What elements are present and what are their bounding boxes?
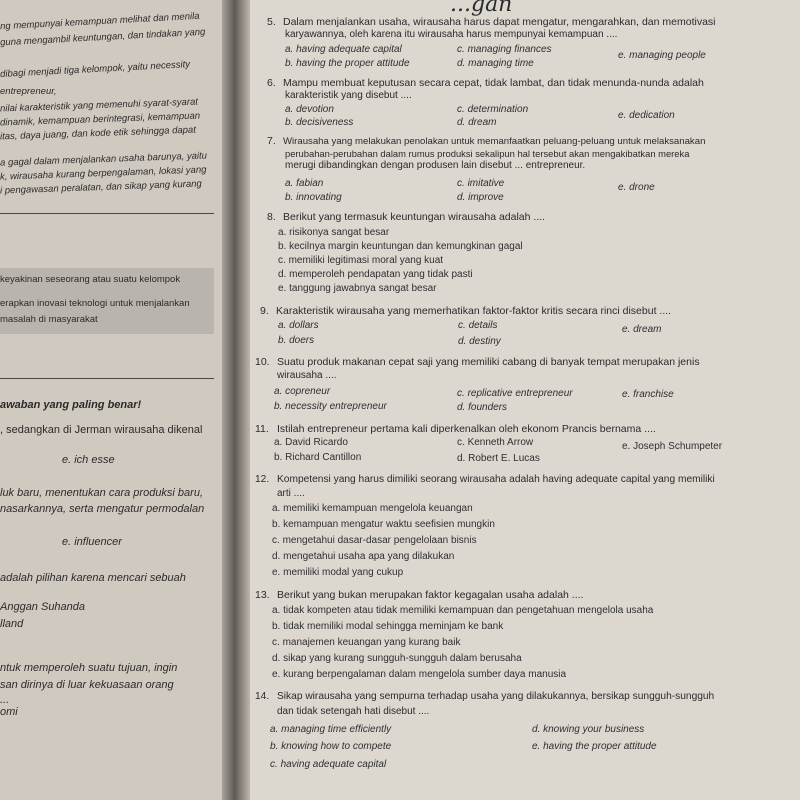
option: d. founders <box>457 402 508 413</box>
option: d. dream <box>457 117 497 128</box>
question-text: dan tidak setengah hati disebut .... <box>277 706 430 717</box>
option: b. having the proper attitude <box>285 58 410 69</box>
option: d. destiny <box>458 336 501 347</box>
option: b. kecilnya margin keuntungan dan kemungkinan gagal <box>278 241 523 252</box>
option: c. manajemen keuangan yang kurang baik <box>272 637 461 648</box>
question-12: 12. Kompetensi yang harus dimiliki seorang wirausaha adalah having adequate capital yang memiliki <box>255 474 715 485</box>
option: a. tidak kompeten atau tidak memiliki kemampuan dan pengetahuan mengelola usaha <box>272 605 654 616</box>
option: b. necessity entrepreneur <box>274 401 387 412</box>
left-option: e. influencer <box>62 536 122 548</box>
option: a. memiliki kemampuan mengelola keuangan <box>272 503 473 514</box>
option: c. having adequate capital <box>270 759 387 770</box>
question-14: 14. Sikap wirausaha yang sempurna terhadap usaha yang dilakukannya, bersikap sungguh-sungguh <box>255 691 715 702</box>
left-text-line: omi <box>0 706 18 718</box>
right-page <box>250 0 800 800</box>
option: b. kemampuan mengatur waktu seefisien mungkin <box>272 519 495 530</box>
question-text: arti .... <box>277 488 305 499</box>
option: e. Joseph Schumpeter <box>622 441 723 452</box>
option: c. Kenneth Arrow <box>457 437 534 448</box>
question-13: 13. Berikut yang bukan merupakan faktor kegagalan usaha adalah .... <box>255 589 584 601</box>
left-text-line: dibagi menjadi tiga kelompok, yaitu necessity <box>0 59 191 80</box>
option: a. fabian <box>285 178 324 189</box>
option: b. knowing how to compete <box>270 741 392 752</box>
left-text-line: Anggan Suhanda <box>0 601 86 613</box>
option: e. dedication <box>618 110 675 121</box>
question-text: karakteristik yang disebut .... <box>285 90 412 101</box>
option: c. replicative entrepreneur <box>457 388 573 399</box>
option: d. knowing your business <box>532 724 645 735</box>
left-text-line: , sedangkan di Jerman wirausaha dikenal <box>0 424 203 436</box>
option: b. innovating <box>285 192 342 203</box>
left-text-line: itas, daya juang, dan kode etik sehingga dapat <box>0 124 197 143</box>
left-text-line: ntuk memperoleh suatu tujuan, ingin <box>0 662 178 674</box>
option: d. sikap yang kurang sungguh-sungguh dalam berusaha <box>272 653 522 664</box>
option: e. having the proper attitude <box>532 741 657 752</box>
option: e. memiliki modal yang cukup <box>272 567 404 578</box>
left-text-line: keyakinan seseorang atau suatu kelompok <box>0 274 181 285</box>
left-text-line: dinamik, kemampuan berintegrasi, kemampuan <box>0 110 201 129</box>
option: e. tanggung jawabnya sangat besar <box>278 283 437 294</box>
left-text-line: nasarkannya, serta mengatur permodalan <box>0 503 205 515</box>
left-text-line: lland <box>0 618 24 630</box>
question-10: 10. Suatu produk makanan cepat saji yang memiliki cabang di banyak tempat merupakan jenis <box>255 356 700 368</box>
question-6: 6. Mampu membuat keputusan secara cepat, tidak lambat, dan tidak menunda-nunda adalah <box>267 77 704 89</box>
left-text-line: ng mempunyai kemampuan melihat dan menila <box>0 10 200 33</box>
left-text-line: ... <box>0 694 10 706</box>
left-text-line: i pengawasan peralatan, dan sikap yang kurang <box>0 178 202 197</box>
question-text: merugi dibandingkan dengan produsen lain disebut ... entrepreneur. <box>285 160 586 171</box>
left-page <box>0 0 222 800</box>
option: d. memperoleh pendapatan yang tidak pasti <box>278 269 473 280</box>
left-option: e. ich esse <box>62 454 115 466</box>
option: e. drone <box>618 182 655 193</box>
option: e. managing people <box>618 50 706 61</box>
option: e. dream <box>622 324 662 335</box>
option: b. Richard Cantillon <box>274 452 362 463</box>
left-text-line: guna mengambil keuntungan, dan tindakan yang <box>0 26 206 49</box>
option: b. doers <box>278 335 315 346</box>
question-11: 11. Istilah entrepreneur pertama kali diperkenalkan oleh ekonom Prancis bernama .... <box>255 423 656 435</box>
option: a. David Ricardo <box>274 437 348 448</box>
option: c. details <box>458 320 498 331</box>
option: d. managing time <box>457 58 534 69</box>
option: c. mengetahui dasar-dasar pengelolaan bisnis <box>272 535 477 546</box>
left-text-line: k, wirausaha kurang berpengalaman, lokasi yang <box>0 164 207 183</box>
option: e. franchise <box>622 389 674 400</box>
question-8: 8. Berikut yang termasuk keuntungan wirausaha adalah .... <box>267 211 546 223</box>
question-9: 9. Karakteristik wirausaha yang memerhatikan faktor-faktor kritis secara rinci disebut .... <box>260 305 672 317</box>
left-text-line: luk baru, menentukan cara produksi baru, <box>0 487 204 499</box>
question-text: karyawannya, oleh karena itu wirausaha harus mempunyai kemampuan .... <box>285 29 618 40</box>
question-text: perubahan-perubahan dalam rumus produksi sekalipun hal tersebut akan mengakibatkan mereka <box>285 148 690 159</box>
left-text-line: erapkan inovasi teknologi untuk menjalankan <box>0 298 190 309</box>
option: d. mengetahui usaha apa yang dilakukan <box>272 551 455 562</box>
left-instruction: awaban yang paling benar! <box>0 399 142 411</box>
left-text-line: adalah pilihan karena mencari sebuah <box>0 572 186 584</box>
option: c. memiliki legitimasi moral yang kuat <box>278 255 444 266</box>
option: a. copreneur <box>274 386 331 397</box>
option: a. having adequate capital <box>285 44 402 55</box>
divider <box>0 378 214 379</box>
left-text-line: entrepreneur, <box>0 86 57 97</box>
option: d. Robert E. Lucas <box>457 453 540 464</box>
option: c. determination <box>457 104 529 115</box>
option: c. imitative <box>457 178 505 189</box>
left-text-line: san dirinya di luar kekuasaan orang <box>0 679 174 691</box>
header-partial: ...gan <box>450 0 513 17</box>
left-text-line: nilai karakteristik yang memenuhi syarat-syarat <box>0 96 199 115</box>
book-gutter <box>222 0 250 800</box>
option: a. managing time efficiently <box>270 724 392 735</box>
option: b. decisiveness <box>285 117 354 128</box>
question-5: 5. Dalam menjalankan usaha, wirausaha harus dapat mengatur, mengarahkan, dan memotivasi <box>267 16 716 28</box>
left-text-line: a gagal dalam menjalankan usaha barunya, yaitu <box>0 150 208 169</box>
question-text: wirausaha .... <box>277 370 337 381</box>
option: a. dollars <box>278 320 319 331</box>
question-7: 7. Wirausaha yang melakukan penolakan untuk memanfaatkan peluang-peluang untuk melaksanakan <box>267 135 706 147</box>
option: c. managing finances <box>457 44 552 55</box>
option: a. devotion <box>285 104 334 115</box>
left-text-line: masalah di masyarakat <box>0 314 98 325</box>
option: d. improve <box>457 192 504 203</box>
option: a. risikonya sangat besar <box>278 227 390 238</box>
option: b. tidak memiliki modal sehingga meminjam ke bank <box>272 621 504 632</box>
divider <box>0 213 214 214</box>
option: e. kurang berpengalaman dalam mengelola sumber daya manusia <box>272 669 567 680</box>
